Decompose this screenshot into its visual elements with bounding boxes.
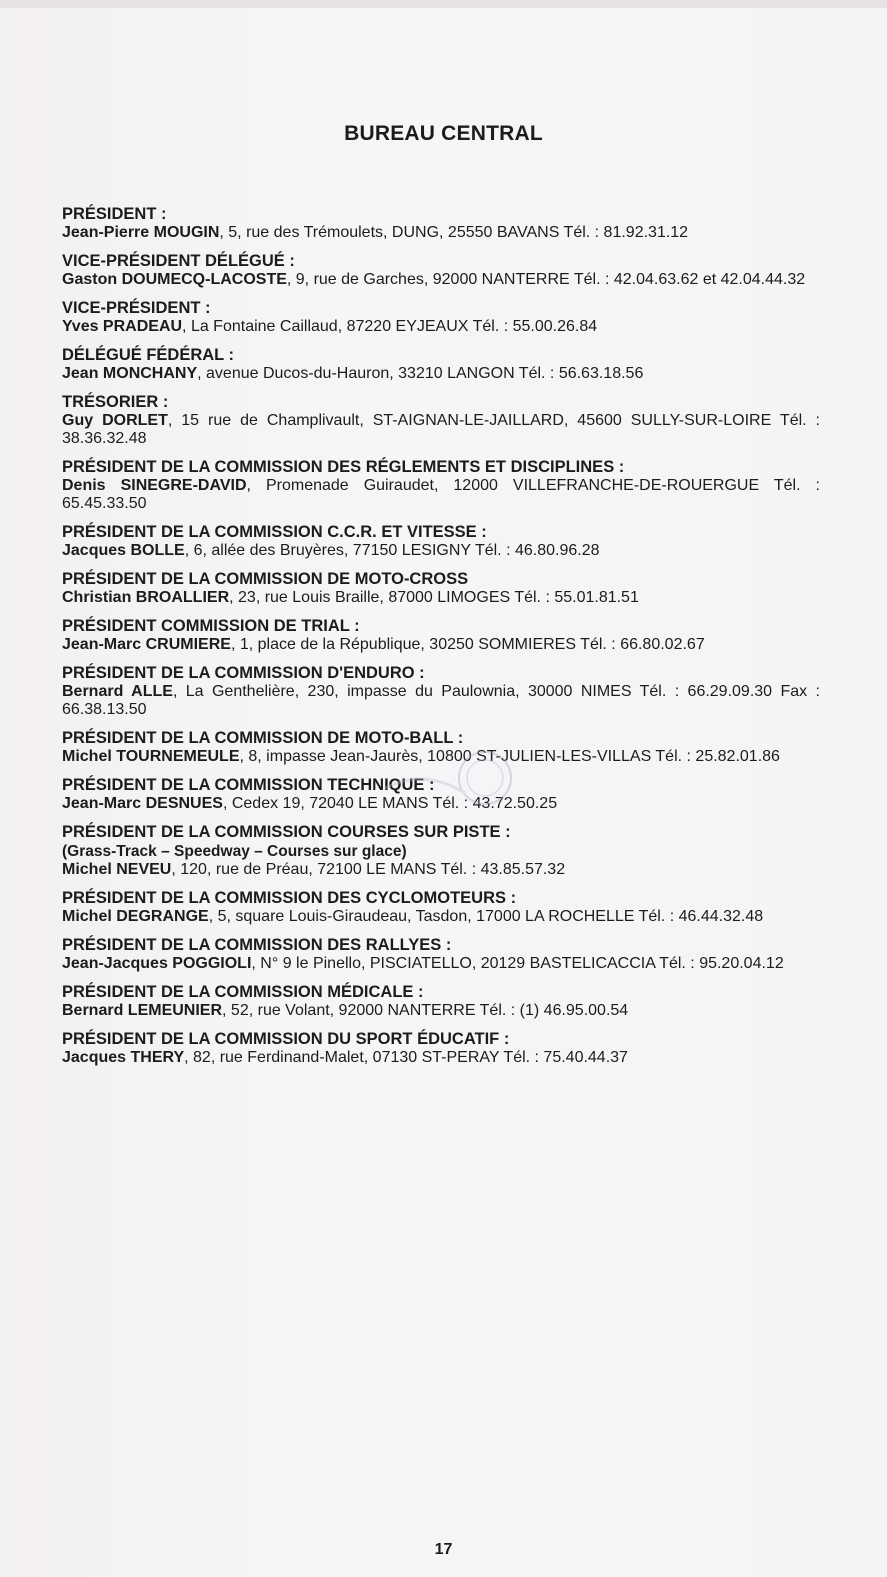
entry-name: Christian BROALLIER [62, 589, 230, 606]
entry-address: , 15 rue de Champlivault, ST-AIGNAN-LE-JAILLARD, 45600 SULLY-SUR-LOIRE Tél. : 38.36.32.48 [62, 412, 821, 447]
entry [62, 728, 820, 766]
entry-role: PRÉSIDENT DE LA COMMISSION TECHNIQUE : [62, 776, 435, 794]
entry-role: PRÉSIDENT DE LA COMMISSION C.C.R. ET VITESSE : [62, 523, 487, 541]
entry-details [62, 589, 820, 607]
entry-address: , Cedex 19, 72040 LE MANS Tél. : 43.72.50.25 [222, 795, 558, 812]
entry [62, 822, 820, 879]
entry-role: PRÉSIDENT : [62, 205, 167, 223]
entry-details [62, 271, 820, 289]
entry-address: , Promenade Guiraudet, 12000 VILLEFRANCHE-DE-ROUERGUE Tél. : 65.45.33.50 [62, 477, 821, 512]
entry-address: , La Fontaine Caillaud, 87220 EYJEAUX Tél. : 55.00.26.84 [182, 318, 598, 335]
entry-name: Bernard LEMEUNIER [62, 1002, 223, 1019]
entry-role: PRÉSIDENT DE LA COMMISSION D'ENDURO : [62, 664, 425, 682]
entry-name: Guy DORLET [62, 412, 168, 429]
entry [62, 298, 820, 336]
entry-address: , 5, square Louis-Giraudeau, Tasdon, 17000 LA ROCHELLE Tél. : 46.44.32.48 [208, 908, 764, 925]
entry [62, 982, 820, 1020]
entry-role: VICE-PRÉSIDENT : [62, 299, 211, 317]
entry-name: Yves PRADEAU [62, 318, 183, 335]
entry-details [62, 861, 820, 879]
entry-details [62, 795, 820, 813]
entry-name: Gaston DOUMECQ-LACOSTE [62, 271, 287, 288]
entry-name: Jean-Jacques POGGIOLI [62, 955, 252, 972]
entry-address: , 52, rue Volant, 92000 NANTERRE Tél. : (1) 46.95.00.54 [222, 1002, 629, 1019]
entry-address: , 120, rue de Préau, 72100 LE MANS Tél. : 43.85.57.32 [171, 861, 566, 878]
entry-role: PRÉSIDENT DE LA COMMISSION COURSES SUR PISTE : [62, 823, 511, 841]
entry-role: PRÉSIDENT DE LA COMMISSION DES CYCLOMOTEURS : [62, 889, 517, 907]
entry [62, 935, 820, 973]
entry [62, 616, 820, 654]
entry-role: PRÉSIDENT DE LA COMMISSION MÉDICALE : [62, 983, 424, 1001]
entry-address: , La Genthelière, 230, impasse du Paulownia, 30000 NIMES Tél. : 66.29.09.30 Fax : 66.38.13.50 [62, 683, 820, 718]
entry-role: PRÉSIDENT DE LA COMMISSION DU SPORT ÉDUCATIF : [62, 1030, 510, 1048]
entry [62, 1029, 820, 1067]
entry [62, 457, 820, 513]
entry-name: Michel NEVEU [62, 861, 172, 878]
entry-details [62, 636, 820, 654]
entry [62, 392, 820, 448]
entry-role: TRÉSORIER : [62, 393, 169, 411]
entry-address: , 1, place de la République, 30250 SOMMIERES Tél. : 66.80.02.67 [230, 636, 705, 653]
entry-name: Jean MONCHANY [62, 365, 198, 382]
entry-role: PRÉSIDENT DE LA COMMISSION DES RALLYES : [62, 936, 452, 954]
entry-details [62, 1049, 820, 1067]
entry-details [62, 224, 820, 242]
entry-details [62, 955, 820, 973]
entry-subline: (Grass-Track – Speedway – Courses sur glace) [62, 843, 407, 860]
entry-name: Jean-Pierre MOUGIN [62, 224, 220, 241]
entry-details [62, 683, 820, 719]
entry [62, 775, 820, 813]
entry-name: Michel TOURNEMEULE [62, 748, 240, 765]
entry-name: Jacques BOLLE [62, 542, 185, 559]
entry-details [62, 908, 820, 926]
entry [62, 251, 820, 289]
entry-details [62, 1002, 820, 1020]
entry-details [62, 477, 820, 513]
entry-name: Michel DEGRANGE [62, 908, 209, 925]
entry-address: , N° 9 le Pinello, PISCIATELLO, 20129 BASTELICACCIA Tél. : 95.20.04.12 [251, 955, 784, 972]
entry-name: Denis SINEGRE-DAVID [62, 477, 247, 494]
entry-role: VICE-PRÉSIDENT DÉLÉGUÉ : [62, 252, 295, 270]
entry-details [62, 542, 820, 560]
entry-name: Jean-Marc DESNUES [62, 795, 223, 812]
entry-role: PRÉSIDENT DE LA COMMISSION DE MOTO-BALL : [62, 729, 464, 747]
entry-details [62, 365, 820, 383]
entry-role: DÉLÉGUÉ FÉDÉRAL : [62, 346, 235, 364]
entry-address: , 9, rue de Garches, 92000 NANTERRE Tél. : 42.04.63.62 et 42.04.44.32 [286, 271, 806, 288]
entry [62, 569, 820, 607]
entry-details [62, 412, 820, 448]
entry-details [62, 748, 820, 766]
entry-address: , 5, rue des Trémoulets, DUNG, 25550 BAVANS Tél. : 81.92.31.12 [219, 224, 689, 241]
entries-list [62, 204, 820, 1076]
entry-role: PRÉSIDENT DE LA COMMISSION DES RÉGLEMENTS ET DISCIPLINES : [62, 458, 625, 476]
entry-name: Jean-Marc CRUMIERE [62, 636, 231, 653]
entry-address: , 23, rue Louis Braille, 87000 LIMOGES Tél. : 55.01.81.51 [229, 589, 639, 606]
entry-address: , 6, allée des Bruyères, 77150 LESIGNY Tél. : 46.80.96.28 [184, 542, 600, 559]
entry [62, 204, 820, 242]
page-title: BUREAU CENTRAL [344, 122, 543, 145]
entry-name: Bernard ALLE [62, 683, 173, 700]
entry-address: , 82, rue Ferdinand-Malet, 07130 ST-PERAY Tél. : 75.40.44.37 [184, 1049, 628, 1066]
entry [62, 345, 820, 383]
entry-role: PRÉSIDENT COMMISSION DE TRIAL : [62, 617, 360, 635]
entry [62, 888, 820, 926]
entry-address: , avenue Ducos-du-Hauron, 33210 LANGON Tél. : 56.63.18.56 [197, 365, 644, 382]
page-number: 17 [434, 1541, 453, 1558]
entry-role: PRÉSIDENT DE LA COMMISSION DE MOTO-CROSS [62, 570, 469, 588]
entry [62, 522, 820, 560]
entry-details [62, 318, 820, 336]
entry [62, 663, 820, 719]
entry-name: Jacques THERY [62, 1049, 185, 1066]
entry-address: , 8, impasse Jean-Jaurès, 10800 ST-JULIEN-LES-VILLAS Tél. : 25.82.01.86 [239, 748, 780, 765]
